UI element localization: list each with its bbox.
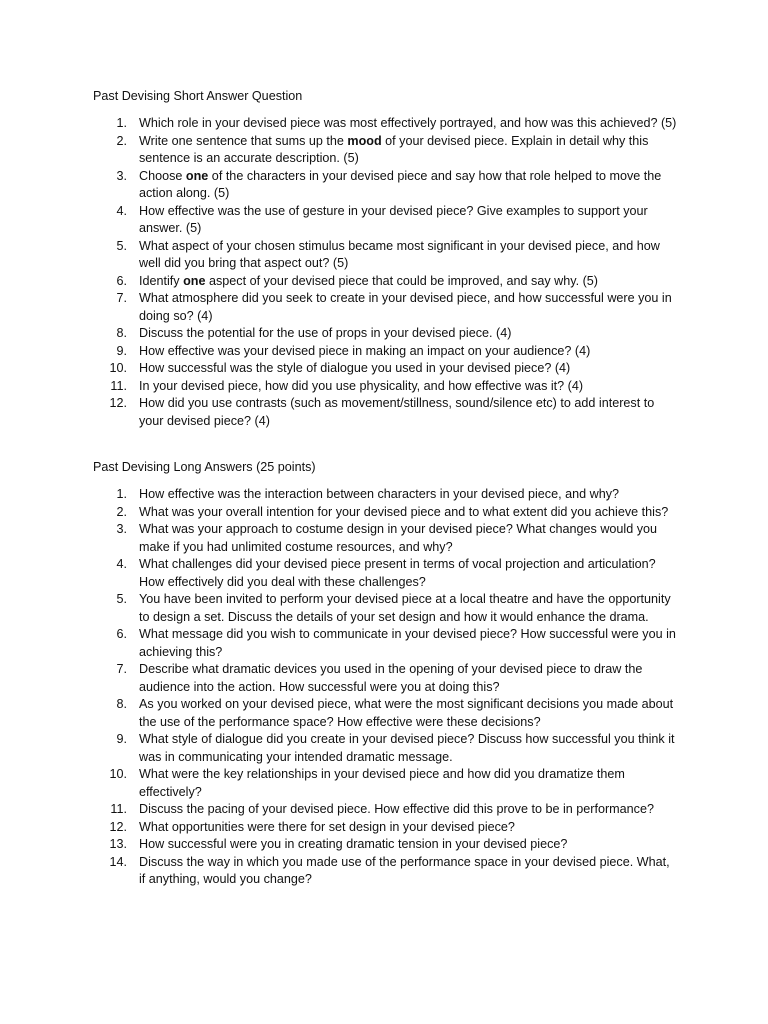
- question-text-segment: In your devised piece, how did you use physicality, and how effective was it? (4): [139, 378, 584, 393]
- question-item: [0, 661, 679, 696]
- question-number: 7.: [116, 662, 127, 676]
- question-text-segment: Which role in your devised piece was most effectively portrayed, and how was this achieved? (5): [139, 116, 677, 130]
- question-text-segment: How did you use contrasts (such as movement/stillness, sound/silence etc) to add interest to your devised piece? (4): [139, 396, 655, 428]
- question-number: 14.: [109, 854, 127, 869]
- question-text: [139, 591, 679, 626]
- question-text: [139, 395, 679, 430]
- question-text: [139, 504, 679, 522]
- question-item: [0, 290, 679, 325]
- question-item: [0, 626, 679, 661]
- question-number: 9.: [116, 732, 127, 746]
- question-text-segment: How effective was your devised piece in making an impact on your audience? (4): [139, 343, 591, 358]
- question-item: [0, 854, 679, 889]
- question-item: [0, 343, 679, 361]
- question-text: [139, 273, 679, 291]
- question-item: [0, 731, 679, 766]
- question-text-segment: What was your overall intention for your devised piece and to what extent did you achieve this?: [139, 504, 669, 519]
- question-number: 5.: [116, 592, 127, 606]
- question-text-segment: Discuss the potential for the use of props in your devised piece. (4): [139, 326, 512, 340]
- emphasized-word: one: [185, 168, 209, 183]
- question-item: [0, 801, 679, 819]
- question-text-segment: What atmosphere did you seek to create in your devised piece, and how successful were you in doing so? (4): [139, 291, 672, 323]
- question-text: [139, 290, 679, 325]
- question-item: [0, 238, 679, 273]
- question-text: [139, 661, 679, 696]
- question-text-segment: What aspect of your chosen stimulus became most significant in your devised piece, and how well did you bring that aspect out? (5): [139, 238, 660, 270]
- question-text: [139, 521, 679, 556]
- question-text: [139, 168, 679, 203]
- question-text: [139, 556, 679, 591]
- question-text-segment: How successful was the style of dialogue you used in your devised piece? (4): [139, 361, 571, 375]
- short-answer-section-title: Past Devising Short Answer Question: [93, 89, 303, 103]
- question-text: [139, 854, 679, 889]
- question-text: [139, 696, 679, 731]
- question-number: 2.: [116, 504, 127, 519]
- question-text-segment: Choose: [139, 168, 186, 183]
- question-text-segment: aspect of your devised piece that could be improved, and say why. (5): [205, 273, 598, 288]
- question-text: [139, 766, 679, 801]
- question-text-segment: As you worked on your devised piece, what were the most significant decisions you made about the use of the performance space? How effective were these decisions?: [139, 697, 674, 729]
- short-answer-question-list: [0, 115, 768, 430]
- question-item: [0, 168, 679, 203]
- question-number: 4.: [116, 203, 127, 218]
- question-text: [139, 115, 679, 133]
- question-text: [139, 343, 679, 361]
- question-item: [0, 836, 679, 854]
- question-item: [0, 395, 679, 430]
- question-number: 11.: [110, 378, 127, 393]
- question-text-segment: What were the key relationships in your devised piece and how did you dramatize them effectively?: [139, 767, 625, 799]
- question-text: [139, 325, 679, 343]
- question-text: [139, 801, 679, 819]
- question-item: [0, 203, 679, 238]
- question-item: [0, 360, 679, 378]
- question-number: 8.: [116, 326, 127, 340]
- question-item: [0, 521, 679, 556]
- question-number: 10.: [109, 767, 127, 781]
- question-text: [139, 238, 679, 273]
- question-item: [0, 378, 679, 396]
- question-number: 6.: [116, 273, 127, 288]
- question-text-segment: What opportunities were there for set design in your devised piece?: [139, 819, 515, 834]
- question-number: 1.: [116, 487, 127, 501]
- question-item: [0, 766, 679, 801]
- question-text-segment: How effective was the use of gesture in your devised piece? Give examples to support your answer. (5): [139, 203, 648, 235]
- question-text: [139, 626, 679, 661]
- question-text-segment: What was your approach to costume design in your devised piece? What changes would you make if you had unlimited costume resources, and why?: [139, 522, 658, 554]
- question-number: 12.: [109, 396, 127, 410]
- question-number: 13.: [109, 837, 127, 851]
- question-text-segment: What message did you wish to communicate in your devised piece? How successful were you in achieving this?: [139, 627, 676, 659]
- question-text-segment: Describe what dramatic devices you used in the opening of your devised piece to draw the audience into the action. How successful were you at doing this?: [139, 662, 643, 694]
- question-item: [0, 133, 679, 168]
- question-text-segment: What challenges did your devised piece present in terms of vocal projection and articulation? How effectively did you deal with these challenges?: [139, 557, 656, 589]
- question-text: [139, 203, 679, 238]
- long-answer-section-title: Past Devising Long Answers (25 points): [93, 460, 316, 474]
- question-number: 1.: [116, 116, 127, 130]
- question-text-segment: of the characters in your devised piece and say how that role helped to move the action along. (5): [139, 168, 662, 200]
- question-number: 4.: [116, 557, 127, 571]
- long-answer-question-list: [0, 486, 768, 889]
- question-number: 9.: [116, 343, 127, 358]
- question-item: [0, 273, 679, 291]
- question-item: [0, 504, 679, 522]
- question-item: [0, 819, 679, 837]
- question-number: 6.: [116, 627, 127, 641]
- question-text-segment: Discuss the pacing of your devised piece. How effective did this prove to be in performance?: [139, 802, 654, 816]
- question-item: [0, 556, 679, 591]
- question-text: [139, 360, 679, 378]
- question-text-segment: Identify: [139, 273, 184, 288]
- question-number: 3.: [116, 168, 127, 183]
- question-text-segment: You have been invited to perform your devised piece at a local theatre and have the opportunity to design a set. Discuss the details of your set design and how it would enhance the drama.: [139, 592, 671, 624]
- question-text-segment: How successful were you in creating dramatic tension in your devised piece?: [139, 837, 568, 851]
- question-item: [0, 486, 679, 504]
- question-text-segment: of your devised piece. Explain in detail why this sentence is an accurate description. (5): [139, 133, 649, 165]
- question-number: 3.: [116, 522, 127, 536]
- emphasized-word: one: [183, 273, 206, 288]
- question-text: [139, 836, 679, 854]
- question-item: [0, 696, 679, 731]
- question-text-segment: How effective was the interaction between characters in your devised piece, and why?: [139, 487, 619, 501]
- question-text: [139, 819, 679, 837]
- question-number: 11.: [110, 802, 127, 816]
- question-item: [0, 591, 679, 626]
- question-number: 2.: [116, 133, 127, 148]
- question-text: [139, 486, 679, 504]
- question-item: [0, 115, 679, 133]
- question-text-segment: Write one sentence that sums up the: [139, 133, 348, 148]
- question-number: 5.: [116, 238, 127, 253]
- emphasized-word: mood: [347, 133, 382, 148]
- question-text: [139, 133, 679, 168]
- question-text-segment: Discuss the way in which you made use of the performance space in your devised piece. What, if anything, would you change?: [139, 854, 670, 886]
- question-text: [139, 731, 679, 766]
- question-number: 7.: [116, 291, 127, 305]
- question-number: 8.: [116, 697, 127, 711]
- question-number: 12.: [109, 819, 127, 834]
- question-text-segment: What style of dialogue did you create in your devised piece? Discuss how successful you think it was in communicating your intended dramatic message.: [139, 732, 675, 764]
- question-number: 10.: [109, 361, 127, 375]
- question-text: [139, 378, 679, 396]
- question-item: [0, 325, 679, 343]
